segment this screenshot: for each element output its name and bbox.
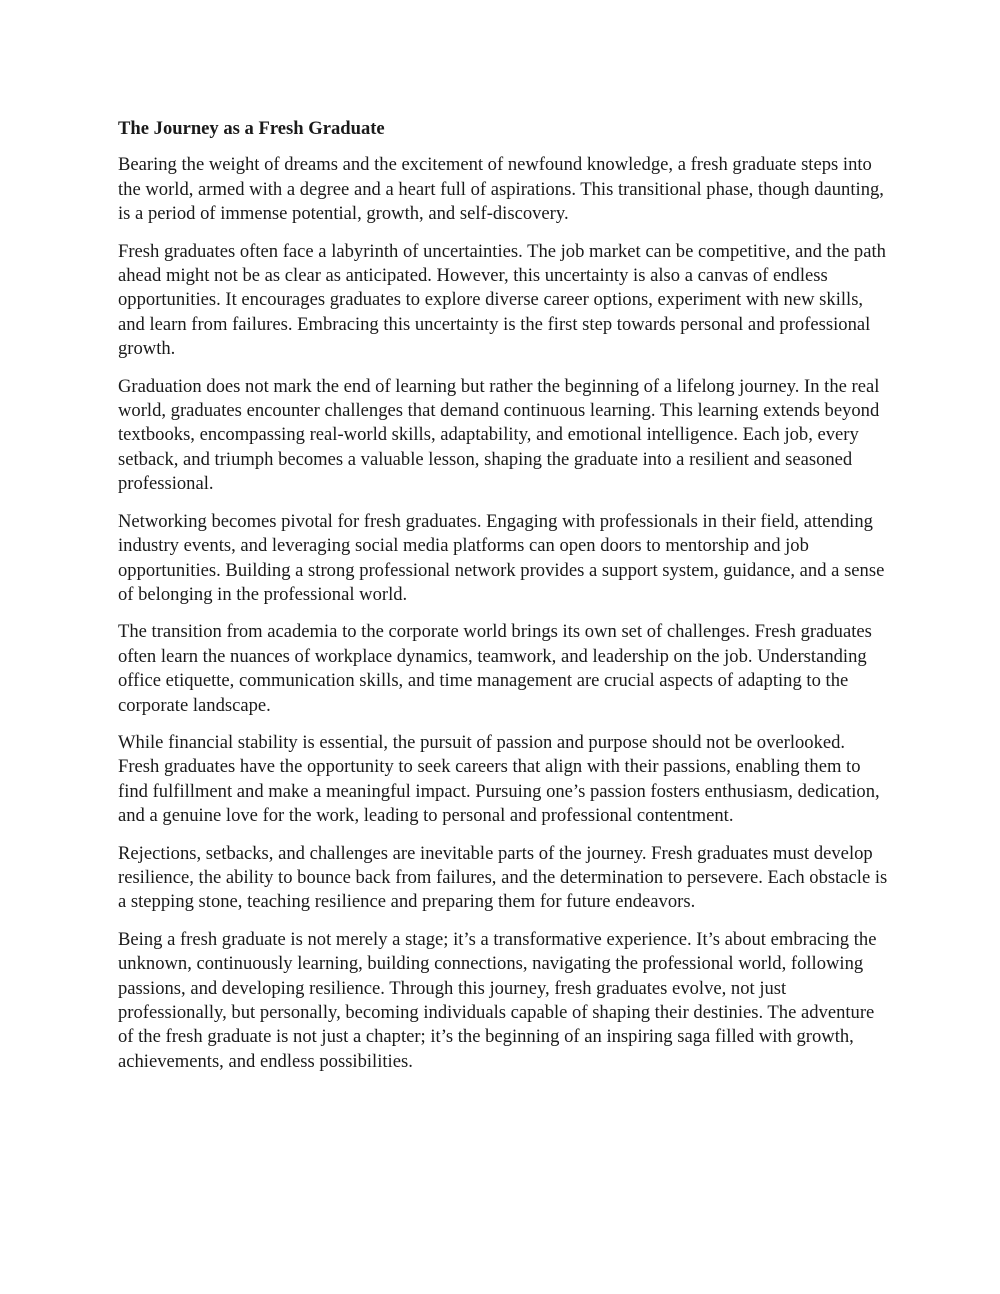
document-title: The Journey as a Fresh Graduate — [118, 118, 385, 139]
paragraph-8: Being a fresh graduate is not merely a stage; it’s a transformative experience. It’s about embracing the unknown, continuously learning, building connections, navigating the professional world, following passions, and developing resilience. Through this journey, fresh graduates evolve, not just professionally, but personally, becoming individuals capable of shaping their destinies. The adventure of the fresh graduate is not just a chapter; it’s the beginning of an inspiring saga filled with growth, achievements, and endless possibilities. — [118, 928, 877, 1072]
paragraph-4: Networking becomes pivotal for fresh graduates. Engaging with professionals in their field, attending industry events, and leveraging social media platforms can open doors to mentorship and job opportunities. Building a strong professional network provides a support system, guidance, and a sense of belonging in the professional world. — [118, 510, 885, 605]
paragraph-1: Bearing the weight of dreams and the excitement of newfound knowledge, a fresh graduate steps into the world, armed with a degree and a heart full of aspirations. This transitional phase, though daunting, is a period of immense potential, growth, and self-discovery. — [118, 154, 884, 225]
paragraph-7: Rejections, setbacks, and challenges are inevitable parts of the journey. Fresh graduates must develop resilience, the ability to bounce back from failures, and the determination to persevere. Each obstacle is a stepping stone, teaching resilience and preparing them for future endeavors. — [118, 842, 888, 913]
paragraph-2: Fresh graduates often face a labyrinth of uncertainties. The job market can be competitive, and the path ahead might not be as clear as anticipated. However, this uncertainty is also a canvas of endless opportunities. It encourages graduates to explore diverse career options, experiment with new skills, and learn from failures. Embracing this uncertainty is the first step towards personal and professional growth. — [118, 240, 886, 360]
document-body — [118, 117, 888, 1087]
paragraph-5: The transition from academia to the corporate world brings its own set of challenges. Fresh graduates often learn the nuances of workplace dynamics, teamwork, and leadership on the job. Understanding office etiquette, communication skills, and time management are crucial aspects of adapting to the corporate landscape. — [118, 621, 872, 716]
paragraph-6: While financial stability is essential, the pursuit of passion and purpose should not be overlooked. Fresh graduates have the opportunity to seek careers that align with their passions, enabling them to find fulfillment and make a meaningful impact. Pursuing one’s passion fosters enthusiasm, dedication, and a genuine love for the work, leading to personal and professional contentment. — [118, 731, 880, 827]
paragraph-3: Graduation does not mark the end of learning but rather the beginning of a lifelong journey. In the real world, graduates encounter challenges that demand continuous learning. This learning extends beyond textbooks, encompassing real-world skills, adaptability, and emotional intelligence. Each job, every setback, and triumph becomes a valuable lesson, shaping the graduate into a resilient and seasoned professional. — [118, 375, 880, 495]
